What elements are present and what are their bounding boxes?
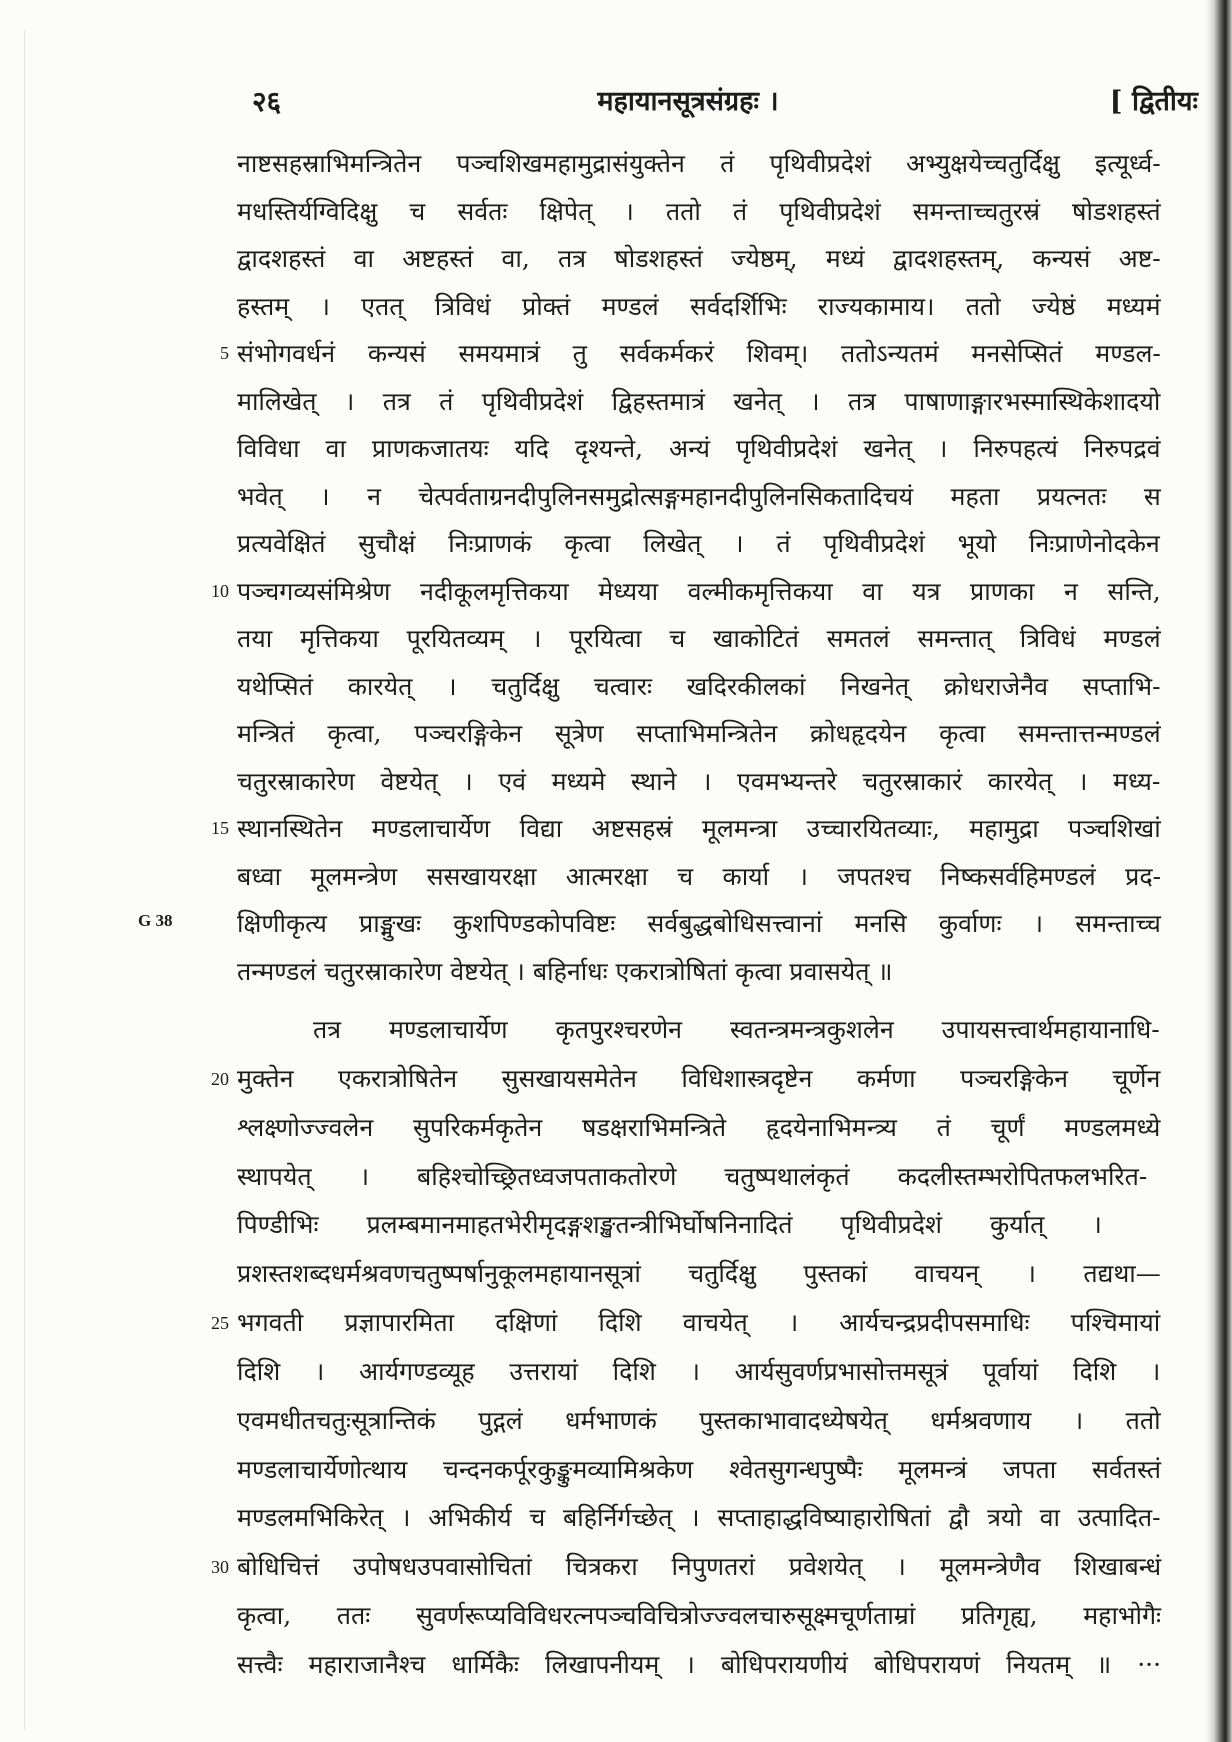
line-text: स्थानस्थितेन मण्डलाचार्येण विद्या अष्टसहस्रं मूलमन्त्रा उच्चारयितव्याः, महामुद्रा पञ्चशिखां: [237, 814, 1161, 843]
text-line: [237, 1250, 1163, 1299]
line-text: तन्मण्डलं चतुरस्राकारेण वेष्टयेत् । बहिर्नाधः एकरात्रोषितां कृत्वा प्रवासयेत् ॥: [237, 956, 893, 986]
line-text: प्रत्यवेक्षितं सुचौक्षं निःप्राणकं कृत्वा लिखेत् । तं पृथिवीप्रदेशं भूयो निःप्राणेनोदकेन: [237, 529, 1160, 558]
text-line: [237, 615, 1163, 663]
text-line: [237, 1446, 1163, 1495]
text-line: [237, 758, 1163, 806]
line-text: भगवती प्रज्ञापारमिता दक्षिणां दिशि वाचयेत् । आर्यचन्द्रप्रदीपसमाधिः पश्चिमायां: [237, 1308, 1161, 1338]
line-text: भवेत् । न चेत्पर्वताग्रनदीपुलिनसमुद्रोत्सङ्गमहानदीपुलिनसिकतादिचयं महता प्रयत्नतः स: [237, 481, 1161, 511]
text-line: [237, 140, 1163, 188]
line-number: 25: [211, 1313, 229, 1334]
line-number: 30: [211, 1557, 229, 1578]
body-text: [211, 140, 1163, 1690]
line-text: मुक्तेन एकरात्रोषितेन सुसखायसमेतेन विधिशास्त्रदृष्टेन कर्मणा पञ्चरङ्गिकेन चूर्णेन: [237, 1063, 1161, 1093]
text-line: [237, 473, 1163, 521]
line-text: मण्डलाचार्येणोत्थाय चन्दनकर्पूरकुङ्कुमव्यामिश्रकेण श्वेतसुगन्धपुष्पैः मूलमन्त्रं जपता सर्वतस्तं: [237, 1454, 1162, 1484]
line-text: प्रशस्तशब्दधर्मश्रवणचतुष्पर्षानुकूलमहायानसूत्रां चतुर्दिक्षु पुस्तकां वाचयन् । तद्यथा—: [237, 1259, 1161, 1289]
scan-edge-shadow: [1206, 0, 1232, 1742]
line-text: चतुरस्राकारेण वेष्टयेत् । एवं मध्यमे स्थाने । एवमभ्यन्तरे चतुरस्राकारं कारयेत् । मध्य-: [237, 766, 1161, 796]
line-text: तत्र मण्डलाचार्येण कृतपुरश्चरणेन स्वतन्त्रमन्त्रकुशलेन उपायसत्त्वार्थमहायानाधि-: [313, 1015, 1160, 1044]
text-line: [237, 378, 1163, 426]
line-text: नाष्टसहस्राभिमन्त्रितेन पञ्चशिखमहामुद्रासंयुक्तेन तं पृथिवीप्रदेशं अभ्युक्षयेच्चतुर्दिक्षु इत्यूर्ध्व-: [237, 149, 1161, 178]
text-line: [237, 283, 1163, 331]
text-line: [237, 710, 1163, 758]
text-line: [237, 425, 1163, 473]
paragraph: [211, 140, 1163, 995]
text-line: [237, 900, 1163, 948]
running-header: [0, 82, 1232, 122]
text-line: [211, 568, 1163, 616]
line-text: द्वादशहस्तं वा अष्टहस्तं वा, तत्र षोडशहस्तं ज्येष्ठम्, मध्यं द्वादशहस्तम्, कन्यसं अष्ट-: [237, 244, 1161, 273]
page-number: २६: [252, 85, 282, 118]
text-line: [237, 663, 1163, 711]
section-label: [ द्वितीयः: [1109, 86, 1198, 117]
text-line: [211, 1299, 1163, 1348]
text-line: [237, 1153, 1163, 1202]
text-line: [211, 1543, 1163, 1592]
text-line: [237, 853, 1163, 901]
line-text: बोधिचित्तं उपोषधउपवासोचितां चित्रकरा निपुणतरां प्रवेशयेत् । मूलमन्त्रेणैव शिखाबन्धं: [237, 1552, 1162, 1582]
text-line: [237, 948, 1163, 996]
text-line: [237, 235, 1163, 283]
text-line: [211, 805, 1163, 853]
text-line: [237, 1104, 1163, 1153]
margin-reference: G 38: [138, 911, 173, 930]
text-line: [220, 330, 1163, 378]
line-text: क्षिणीकृत्य प्राङ्मुखः कुशपिण्डकोपविष्टः सर्वबुद्धबोधिसत्त्वानां मनसि कुर्वाणः । समन्ताच्च: [237, 909, 1161, 938]
text-line: [237, 1592, 1163, 1641]
line-text: तया मृत्तिकया पूरयितव्यम् । पूरयित्वा च खाकोटितं समतलं समन्तात् त्रिविधं मण्डलं: [237, 624, 1161, 653]
line-number: 5: [220, 343, 229, 363]
line-text: बध्वा मूलमन्त्रेण ससखायरक्षा आत्मरक्षा च कार्या । जपतश्च निष्कसर्वहिमण्डलं प्रद-: [237, 861, 1162, 891]
text-line: [237, 1641, 1163, 1690]
line-number: 15: [211, 818, 229, 838]
line-text: दिशि । आर्यगण्डव्यूह उत्तरायां दिशि । आर्यसुवर्णप्रभासोत्तमसूत्रं पूर्वायां दिशि ।: [237, 1356, 1161, 1386]
text-line: [237, 1201, 1163, 1250]
line-number: 10: [211, 580, 229, 601]
line-text: संभोगवर्धनं कन्यसं समयमात्रं तु सर्वकर्मकरं शिवम्। ततोऽन्यतमं मनसेप्सितं मण्डल-: [237, 339, 1161, 368]
text-line: [237, 520, 1163, 568]
line-text: विविधा वा प्राणकजातयः यदि दृश्यन्ते, अन्यं पृथिवीप्रदेशं खनेत् । निरुपहत्यं निरुपद्रवं: [237, 434, 1161, 463]
text-line: [237, 1494, 1163, 1543]
text-line: [237, 1006, 1163, 1055]
line-text: पिण्डीभिः प्रलम्बमानमाहतभेरीमृदङ्गशङ्खतन्त्रीभिर्घोषनिनादितं पृथिवीप्रदेशं कुर्यात् ।: [237, 1210, 1102, 1240]
line-text: एवमधीतचतुःसूत्रान्तिकं पुद्गलं धर्मभाणकं पुस्तकाभावादध्येषयेत् धर्मश्रवणाय । ततो: [237, 1405, 1161, 1435]
text-line: [237, 188, 1163, 236]
line-text: हस्तम् । एतत् त्रिविधं प्रोक्तं मण्डलं सर्वदर्शिभिः राज्यकामाय। ततो ज्येष्ठं मध्यमं: [237, 291, 1161, 321]
running-title: महायानसूत्रसंग्रहः ।: [597, 86, 779, 117]
line-number: 20: [211, 1068, 229, 1089]
scan-margin-line: [24, 30, 25, 1730]
line-text: सत्त्वैः महाराजानैश्च धार्मिकैः लिखापनीयम् । बोधिपरायणीयं बोधिपरायणं नियतम् ॥ ···: [237, 1649, 1162, 1679]
text-line: [211, 1055, 1163, 1104]
line-text: मण्डलमभिकिरेत् । अभिकीर्य च बहिर्निर्गच्छेत् । सप्ताहाद्धविष्याहारोषितां द्वौ त्रयो वा उत्पादित-: [237, 1503, 1161, 1533]
line-text: मालिखेत् । तत्र तं पृथिवीप्रदेशं द्विहस्तमात्रं खनेत् । तत्र पाषाणाङ्गारभस्मास्थिकेशादयो: [237, 386, 1161, 416]
text-line: [237, 1397, 1163, 1446]
text-line: [237, 1348, 1163, 1397]
paragraph: [211, 1006, 1163, 1690]
line-text: कृत्वा, ततः सुवर्णरूप्यविविधरत्नपञ्चविचित्रोज्ज्वलचारुसूक्ष्मचूर्णताम्रां प्रतिगृह्य, महाभोगैः: [237, 1601, 1162, 1631]
line-text: पञ्चगव्यसंमिश्रेण नदीकूलमृत्तिकया मेध्यया वल्मीकमृत्तिकया वा यत्र प्राणका न सन्ति,: [237, 576, 1161, 606]
line-text: स्थापयेत् । बहिश्चोच्छ्रितध्वजपताकतोरणे चतुष्पथालंकृतं कदलीस्तम्भरोपितफलभरित-: [237, 1161, 1148, 1191]
line-text: मधस्तिर्यग्विदिक्षु च सर्वतः क्षिपेत् । ततो तं पृथिवीप्रदेशं समन्ताच्चतुरस्रं षोडशहस्तं: [237, 196, 1161, 226]
line-text: श्लक्ष्णोज्ज्वलेन सुपरिकर्मकृतेन षडक्षराभिमन्त्रिते हृदयेनाभिमन्त्र्य तं चूर्णं मण्डलमध्ये: [237, 1112, 1161, 1142]
line-text: मन्त्रितं कृत्वा, पञ्चरङ्गिकेन सूत्रेण सप्ताभिमन्त्रितेन क्रोधहृदयेन कृत्वा समन्तात्तन्मण्डलं: [237, 719, 1161, 748]
line-text: यथेप्सितं कारयेत् । चतुर्दिक्षु चत्वारः खदिरकीलकां निखनेत् क्रोधराजेनैव सप्ताभि-: [237, 671, 1161, 701]
